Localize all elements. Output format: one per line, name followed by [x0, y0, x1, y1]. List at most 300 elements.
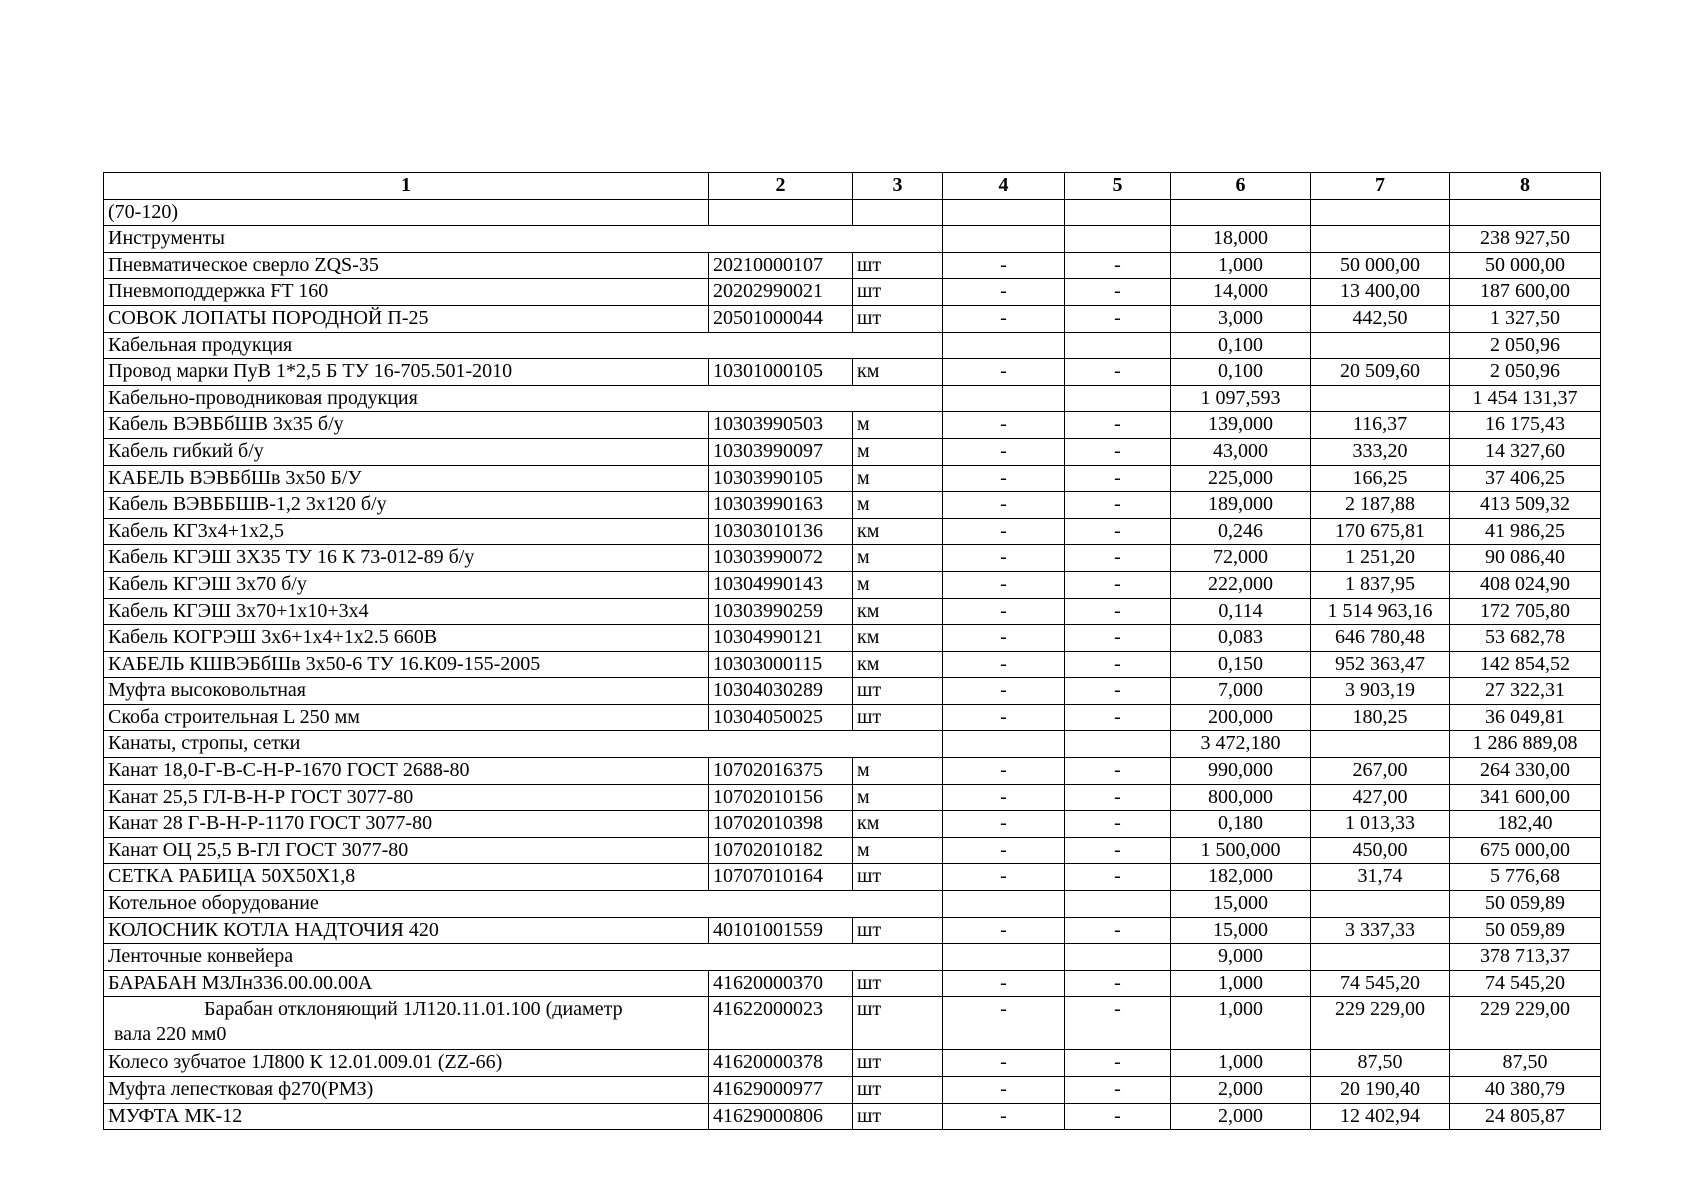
item-sum: 87,50 — [1450, 1050, 1601, 1077]
item-qty: 182,000 — [1171, 864, 1311, 891]
header-cell: 3 — [853, 173, 943, 200]
item-sum: 40 380,79 — [1450, 1077, 1601, 1104]
empty-cell — [1065, 891, 1171, 918]
item-price: 3 337,33 — [1311, 917, 1450, 944]
item-row — [104, 438, 1601, 465]
item-unit: м — [853, 571, 943, 598]
item-qty: 0,246 — [1171, 518, 1311, 545]
group-sum: 378 713,37 — [1450, 944, 1601, 971]
item-col4: - — [943, 1103, 1065, 1130]
item-unit: м — [853, 492, 943, 519]
item-col4: - — [943, 252, 1065, 279]
item-price: 116,37 — [1311, 412, 1450, 439]
empty-cell — [1311, 226, 1450, 253]
item-row — [104, 970, 1601, 997]
item-sum: 408 024,90 — [1450, 571, 1601, 598]
item-name: Муфта лепестковая ф270(РМЗ) — [104, 1077, 709, 1104]
item-price: 180,25 — [1311, 704, 1450, 731]
item-price: 267,00 — [1311, 758, 1450, 785]
item-code: 10303990072 — [709, 545, 853, 572]
item-row — [104, 359, 1601, 386]
item-sum: 36 049,81 — [1450, 704, 1601, 731]
item-qty: 139,000 — [1171, 412, 1311, 439]
item-name: Скоба строительная L 250 мм — [104, 704, 709, 731]
table-body — [104, 173, 1601, 1130]
item-code: 41620000370 — [709, 970, 853, 997]
item-col4: - — [943, 864, 1065, 891]
item-sum: 50 000,00 — [1450, 252, 1601, 279]
item-name: Муфта высоковольтная — [104, 678, 709, 705]
item-col4: - — [943, 412, 1065, 439]
item-name: Канат 25,5 ГЛ-В-Н-Р ГОСТ 3077-80 — [104, 784, 709, 811]
item-qty: 15,000 — [1171, 917, 1311, 944]
item-name: Канат 28 Г-В-Н-Р-1170 ГОСТ 3077-80 — [104, 811, 709, 838]
item-col4: - — [943, 279, 1065, 306]
item-row — [104, 625, 1601, 652]
empty-cell — [1065, 731, 1171, 758]
item-name: Кабель КГЭШ 3х70+1х10+3х4 — [104, 598, 709, 625]
item-sum: 50 059,89 — [1450, 917, 1601, 944]
item-col5: - — [1065, 465, 1171, 492]
item-name: Пневматическое сверло ZQS-35 — [104, 252, 709, 279]
item-row — [104, 704, 1601, 731]
item-qty: 43,000 — [1171, 438, 1311, 465]
item-code: 10304990121 — [709, 625, 853, 652]
item-code: 20202990021 — [709, 279, 853, 306]
item-unit: км — [853, 359, 943, 386]
item-sum: 229 229,00 — [1450, 997, 1601, 1050]
item-sum: 182,40 — [1450, 811, 1601, 838]
header-cell: 7 — [1311, 173, 1450, 200]
item-price: 450,00 — [1311, 837, 1450, 864]
item-col5: - — [1065, 970, 1171, 997]
item-row — [104, 651, 1601, 678]
item-price: 2 187,88 — [1311, 492, 1450, 519]
item-qty: 189,000 — [1171, 492, 1311, 519]
item-unit: шт — [853, 1077, 943, 1104]
empty-cell — [1311, 891, 1450, 918]
item-row — [104, 518, 1601, 545]
item-qty: 72,000 — [1171, 545, 1311, 572]
group-row — [104, 226, 1601, 253]
item-col5: - — [1065, 1103, 1171, 1130]
item-qty: 200,000 — [1171, 704, 1311, 731]
item-col4: - — [943, 970, 1065, 997]
item-col5: - — [1065, 545, 1171, 572]
group-name: Кабельно-проводниковая продукция — [104, 385, 943, 412]
item-unit: м — [853, 412, 943, 439]
item-code: 10303990259 — [709, 598, 853, 625]
item-name: Пневмоподдержка FT 160 — [104, 279, 709, 306]
item-col4: - — [943, 438, 1065, 465]
item-code: 40101001559 — [709, 917, 853, 944]
item-unit: м — [853, 758, 943, 785]
item-name — [104, 997, 709, 1050]
item-col4: - — [943, 492, 1065, 519]
continuation-row — [104, 199, 1601, 226]
item-sum: 264 330,00 — [1450, 758, 1601, 785]
item-col5: - — [1065, 997, 1171, 1050]
item-unit: м — [853, 465, 943, 492]
item-code: 20210000107 — [709, 252, 853, 279]
item-col5: - — [1065, 917, 1171, 944]
empty-cell — [943, 385, 1065, 412]
item-name-line: вала 220 мм0 — [114, 1023, 227, 1046]
item-col5: - — [1065, 837, 1171, 864]
item-qty: 7,000 — [1171, 678, 1311, 705]
item-qty: 3,000 — [1171, 305, 1311, 332]
item-unit: шт — [853, 1050, 943, 1077]
item-row — [104, 1077, 1601, 1104]
item-code: 10301000105 — [709, 359, 853, 386]
item-col5: - — [1065, 651, 1171, 678]
item-col5: - — [1065, 438, 1171, 465]
item-qty: 225,000 — [1171, 465, 1311, 492]
item-code: 10303000115 — [709, 651, 853, 678]
item-col5: - — [1065, 864, 1171, 891]
item-sum: 41 986,25 — [1450, 518, 1601, 545]
item-sum: 172 705,80 — [1450, 598, 1601, 625]
item-col5: - — [1065, 784, 1171, 811]
item-col4: - — [943, 784, 1065, 811]
group-name: Кабельная продукция — [104, 332, 943, 359]
group-sum: 1 454 131,37 — [1450, 385, 1601, 412]
item-qty: 1 500,000 — [1171, 837, 1311, 864]
item-unit: шт — [853, 864, 943, 891]
item-col4: - — [943, 837, 1065, 864]
item-unit: шт — [853, 970, 943, 997]
empty-cell — [1311, 731, 1450, 758]
item-code: 10303990105 — [709, 465, 853, 492]
item-unit: км — [853, 651, 943, 678]
group-row — [104, 332, 1601, 359]
item-col4: - — [943, 678, 1065, 705]
item-price: 1 514 963,16 — [1311, 598, 1450, 625]
item-unit: шт — [853, 997, 943, 1050]
item-qty: 1,000 — [1171, 997, 1311, 1050]
item-unit: м — [853, 545, 943, 572]
item-unit: км — [853, 598, 943, 625]
item-sum: 142 854,52 — [1450, 651, 1601, 678]
item-sum: 24 805,87 — [1450, 1103, 1601, 1130]
item-unit: м — [853, 837, 943, 864]
item-col5: - — [1065, 678, 1171, 705]
item-price: 952 363,47 — [1311, 651, 1450, 678]
item-col5: - — [1065, 625, 1171, 652]
group-row — [104, 385, 1601, 412]
empty-cell — [943, 332, 1065, 359]
item-price: 1 013,33 — [1311, 811, 1450, 838]
item-price: 166,25 — [1311, 465, 1450, 492]
item-qty: 1,000 — [1171, 252, 1311, 279]
item-sum: 675 000,00 — [1450, 837, 1601, 864]
item-name-line: Барабан отклоняющий 1Л120.11.01.100 (диаметр — [204, 998, 623, 1021]
item-col5: - — [1065, 518, 1171, 545]
item-unit: м — [853, 784, 943, 811]
item-name: КОЛОСНИК КОТЛА НАДТОЧИЯ 420 — [104, 917, 709, 944]
item-name: МУФТА МК-12 — [104, 1103, 709, 1130]
item-sum: 16 175,43 — [1450, 412, 1601, 439]
item-price: 50 000,00 — [1311, 252, 1450, 279]
item-qty: 1,000 — [1171, 970, 1311, 997]
item-col5: - — [1065, 305, 1171, 332]
item-unit: км — [853, 518, 943, 545]
empty-cell — [943, 226, 1065, 253]
item-row — [104, 279, 1601, 306]
item-sum: 2 050,96 — [1450, 359, 1601, 386]
item-sum: 341 600,00 — [1450, 784, 1601, 811]
empty-cell — [1311, 332, 1450, 359]
empty-cell — [943, 891, 1065, 918]
item-code: 10304990143 — [709, 571, 853, 598]
item-row — [104, 305, 1601, 332]
item-row — [104, 864, 1601, 891]
item-code: 10304030289 — [709, 678, 853, 705]
group-name: Инструменты — [104, 226, 943, 253]
item-name: Кабель КОГРЭШ 3х6+1х4+1х2.5 660В — [104, 625, 709, 652]
item-qty: 0,114 — [1171, 598, 1311, 625]
item-col5: - — [1065, 412, 1171, 439]
item-col5: - — [1065, 598, 1171, 625]
group-sum: 1 286 889,08 — [1450, 731, 1601, 758]
group-sum: 50 059,89 — [1450, 891, 1601, 918]
item-sum: 5 776,68 — [1450, 864, 1601, 891]
inventory-table — [103, 172, 1601, 1130]
item-row — [104, 758, 1601, 785]
item-col4: - — [943, 811, 1065, 838]
item-col4: - — [943, 465, 1065, 492]
item-price: 12 402,94 — [1311, 1103, 1450, 1130]
continuation-text: (70-120) — [104, 199, 709, 226]
item-price: 20 190,40 — [1311, 1077, 1450, 1104]
item-sum: 74 545,20 — [1450, 970, 1601, 997]
group-name: Ленточные конвейера — [104, 944, 943, 971]
item-name: Канат 18,0-Г-В-С-Н-Р-1670 ГОСТ 2688-80 — [104, 758, 709, 785]
item-code: 41629000806 — [709, 1103, 853, 1130]
item-name: СОВОК ЛОПАТЫ ПОРОДНОЙ П-25 — [104, 305, 709, 332]
item-col4: - — [943, 305, 1065, 332]
group-qty: 0,100 — [1171, 332, 1311, 359]
item-row — [104, 598, 1601, 625]
item-unit: шт — [853, 678, 943, 705]
item-row — [104, 571, 1601, 598]
item-unit: шт — [853, 1103, 943, 1130]
item-sum: 1 327,50 — [1450, 305, 1601, 332]
item-row — [104, 784, 1601, 811]
item-col5: - — [1065, 359, 1171, 386]
header-cell: 6 — [1171, 173, 1311, 200]
item-price: 333,20 — [1311, 438, 1450, 465]
item-unit: шт — [853, 279, 943, 306]
item-col4: - — [943, 625, 1065, 652]
item-name: Канат ОЦ 25,5 В-ГЛ ГОСТ 3077-80 — [104, 837, 709, 864]
header-cell: 5 — [1065, 173, 1171, 200]
item-sum: 53 682,78 — [1450, 625, 1601, 652]
item-name: Кабель ВЭВБбШВ 3х35 б/у — [104, 412, 709, 439]
header-cell: 4 — [943, 173, 1065, 200]
item-col5: - — [1065, 279, 1171, 306]
item-sum: 14 327,60 — [1450, 438, 1601, 465]
group-name: Канаты, стропы, сетки — [104, 731, 943, 758]
item-row — [104, 837, 1601, 864]
item-name: Колесо зубчатое 1Л800 К 12.01.009.01 (ZZ-66) — [104, 1050, 709, 1077]
item-price: 74 545,20 — [1311, 970, 1450, 997]
item-name: Кабель КГЭШ 3Х35 ТУ 16 К 73-012-89 б/у — [104, 545, 709, 572]
group-qty: 18,000 — [1171, 226, 1311, 253]
item-col4: - — [943, 997, 1065, 1050]
group-sum: 2 050,96 — [1450, 332, 1601, 359]
item-code: 10702010398 — [709, 811, 853, 838]
item-col5: - — [1065, 571, 1171, 598]
item-unit: км — [853, 811, 943, 838]
item-code: 41622000023 — [709, 997, 853, 1050]
header-cell: 8 — [1450, 173, 1601, 200]
group-row — [104, 944, 1601, 971]
item-qty: 990,000 — [1171, 758, 1311, 785]
item-qty: 222,000 — [1171, 571, 1311, 598]
item-name: БАРАБАН МЗЛн336.00.00.00А — [104, 970, 709, 997]
header-cell: 2 — [709, 173, 853, 200]
item-col5: - — [1065, 758, 1171, 785]
item-row — [104, 1050, 1601, 1077]
item-col4: - — [943, 1077, 1065, 1104]
item-name: КАБЕЛЬ КШВЭБбШв 3х50-6 ТУ 16.К09-155-2005 — [104, 651, 709, 678]
item-name: СЕТКА РАБИЦА 50Х50Х1,8 — [104, 864, 709, 891]
item-col4: - — [943, 651, 1065, 678]
item-col5: - — [1065, 1050, 1171, 1077]
item-col4: - — [943, 359, 1065, 386]
group-qty: 3 472,180 — [1171, 731, 1311, 758]
empty-cell — [943, 944, 1065, 971]
item-name: Кабель гибкий б/у — [104, 438, 709, 465]
empty-cell — [1311, 385, 1450, 412]
item-sum: 37 406,25 — [1450, 465, 1601, 492]
item-code: 10303990163 — [709, 492, 853, 519]
item-qty: 1,000 — [1171, 1050, 1311, 1077]
item-row — [104, 252, 1601, 279]
group-qty: 1 097,593 — [1171, 385, 1311, 412]
item-code: 10303990097 — [709, 438, 853, 465]
item-row — [104, 811, 1601, 838]
group-qty: 9,000 — [1171, 944, 1311, 971]
item-row — [104, 412, 1601, 439]
item-unit: км — [853, 625, 943, 652]
item-code: 10707010164 — [709, 864, 853, 891]
item-price: 87,50 — [1311, 1050, 1450, 1077]
item-row — [104, 997, 1601, 1050]
item-name: Провод марки ПуВ 1*2,5 Б ТУ 16-705.501-2010 — [104, 359, 709, 386]
item-qty: 0,100 — [1171, 359, 1311, 386]
item-code: 10702010182 — [709, 837, 853, 864]
item-code: 41629000977 — [709, 1077, 853, 1104]
item-code: 10303010136 — [709, 518, 853, 545]
empty-cell — [1065, 226, 1171, 253]
item-code: 10702010156 — [709, 784, 853, 811]
item-code: 10303990503 — [709, 412, 853, 439]
item-unit: шт — [853, 704, 943, 731]
item-row — [104, 465, 1601, 492]
item-price: 13 400,00 — [1311, 279, 1450, 306]
item-name: Кабель КГЭШ 3х70 б/у — [104, 571, 709, 598]
item-col4: - — [943, 571, 1065, 598]
item-row — [104, 678, 1601, 705]
empty-cell — [1065, 944, 1171, 971]
empty-cell — [1311, 944, 1450, 971]
item-sum: 187 600,00 — [1450, 279, 1601, 306]
group-name: Котельное оборудование — [104, 891, 943, 918]
item-qty: 0,180 — [1171, 811, 1311, 838]
item-qty: 2,000 — [1171, 1103, 1311, 1130]
item-name: Кабель ВЭВББШВ-1,2 3х120 б/у — [104, 492, 709, 519]
item-col4: - — [943, 704, 1065, 731]
item-qty: 2,000 — [1171, 1077, 1311, 1104]
item-unit: шт — [853, 252, 943, 279]
item-code: 41620000378 — [709, 1050, 853, 1077]
item-sum: 413 509,32 — [1450, 492, 1601, 519]
item-col5: - — [1065, 1077, 1171, 1104]
item-name: КАБЕЛЬ ВЭВБбШв 3х50 Б/У — [104, 465, 709, 492]
item-qty: 800,000 — [1171, 784, 1311, 811]
group-row — [104, 731, 1601, 758]
item-price: 1 837,95 — [1311, 571, 1450, 598]
item-row — [104, 492, 1601, 519]
item-row — [104, 545, 1601, 572]
item-price: 427,00 — [1311, 784, 1450, 811]
item-unit: м — [853, 438, 943, 465]
item-qty: 14,000 — [1171, 279, 1311, 306]
empty-cell — [1065, 385, 1171, 412]
item-qty: 0,083 — [1171, 625, 1311, 652]
group-qty: 15,000 — [1171, 891, 1311, 918]
item-price: 229 229,00 — [1311, 997, 1450, 1050]
item-qty: 0,150 — [1171, 651, 1311, 678]
item-col4: - — [943, 1050, 1065, 1077]
item-col4: - — [943, 758, 1065, 785]
empty-cell — [1065, 332, 1171, 359]
item-code: 10702016375 — [709, 758, 853, 785]
item-col4: - — [943, 917, 1065, 944]
item-sum: 90 086,40 — [1450, 545, 1601, 572]
item-price: 646 780,48 — [1311, 625, 1450, 652]
item-col5: - — [1065, 811, 1171, 838]
item-row — [104, 1103, 1601, 1130]
item-name: Кабель КГ3х4+1х2,5 — [104, 518, 709, 545]
item-col4: - — [943, 545, 1065, 572]
item-price: 170 675,81 — [1311, 518, 1450, 545]
item-col5: - — [1065, 704, 1171, 731]
item-price: 20 509,60 — [1311, 359, 1450, 386]
item-sum: 27 322,31 — [1450, 678, 1601, 705]
item-price: 442,50 — [1311, 305, 1450, 332]
header-row — [104, 173, 1601, 200]
item-unit: шт — [853, 305, 943, 332]
header-cell: 1 — [104, 173, 709, 200]
empty-cell — [943, 731, 1065, 758]
item-unit: шт — [853, 917, 943, 944]
item-price: 3 903,19 — [1311, 678, 1450, 705]
group-sum: 238 927,50 — [1450, 226, 1601, 253]
item-code: 10304050025 — [709, 704, 853, 731]
item-col5: - — [1065, 492, 1171, 519]
item-code: 20501000044 — [709, 305, 853, 332]
item-col4: - — [943, 598, 1065, 625]
item-col5: - — [1065, 252, 1171, 279]
item-price: 31,74 — [1311, 864, 1450, 891]
item-row — [104, 917, 1601, 944]
group-row — [104, 891, 1601, 918]
item-col4: - — [943, 518, 1065, 545]
item-price: 1 251,20 — [1311, 545, 1450, 572]
